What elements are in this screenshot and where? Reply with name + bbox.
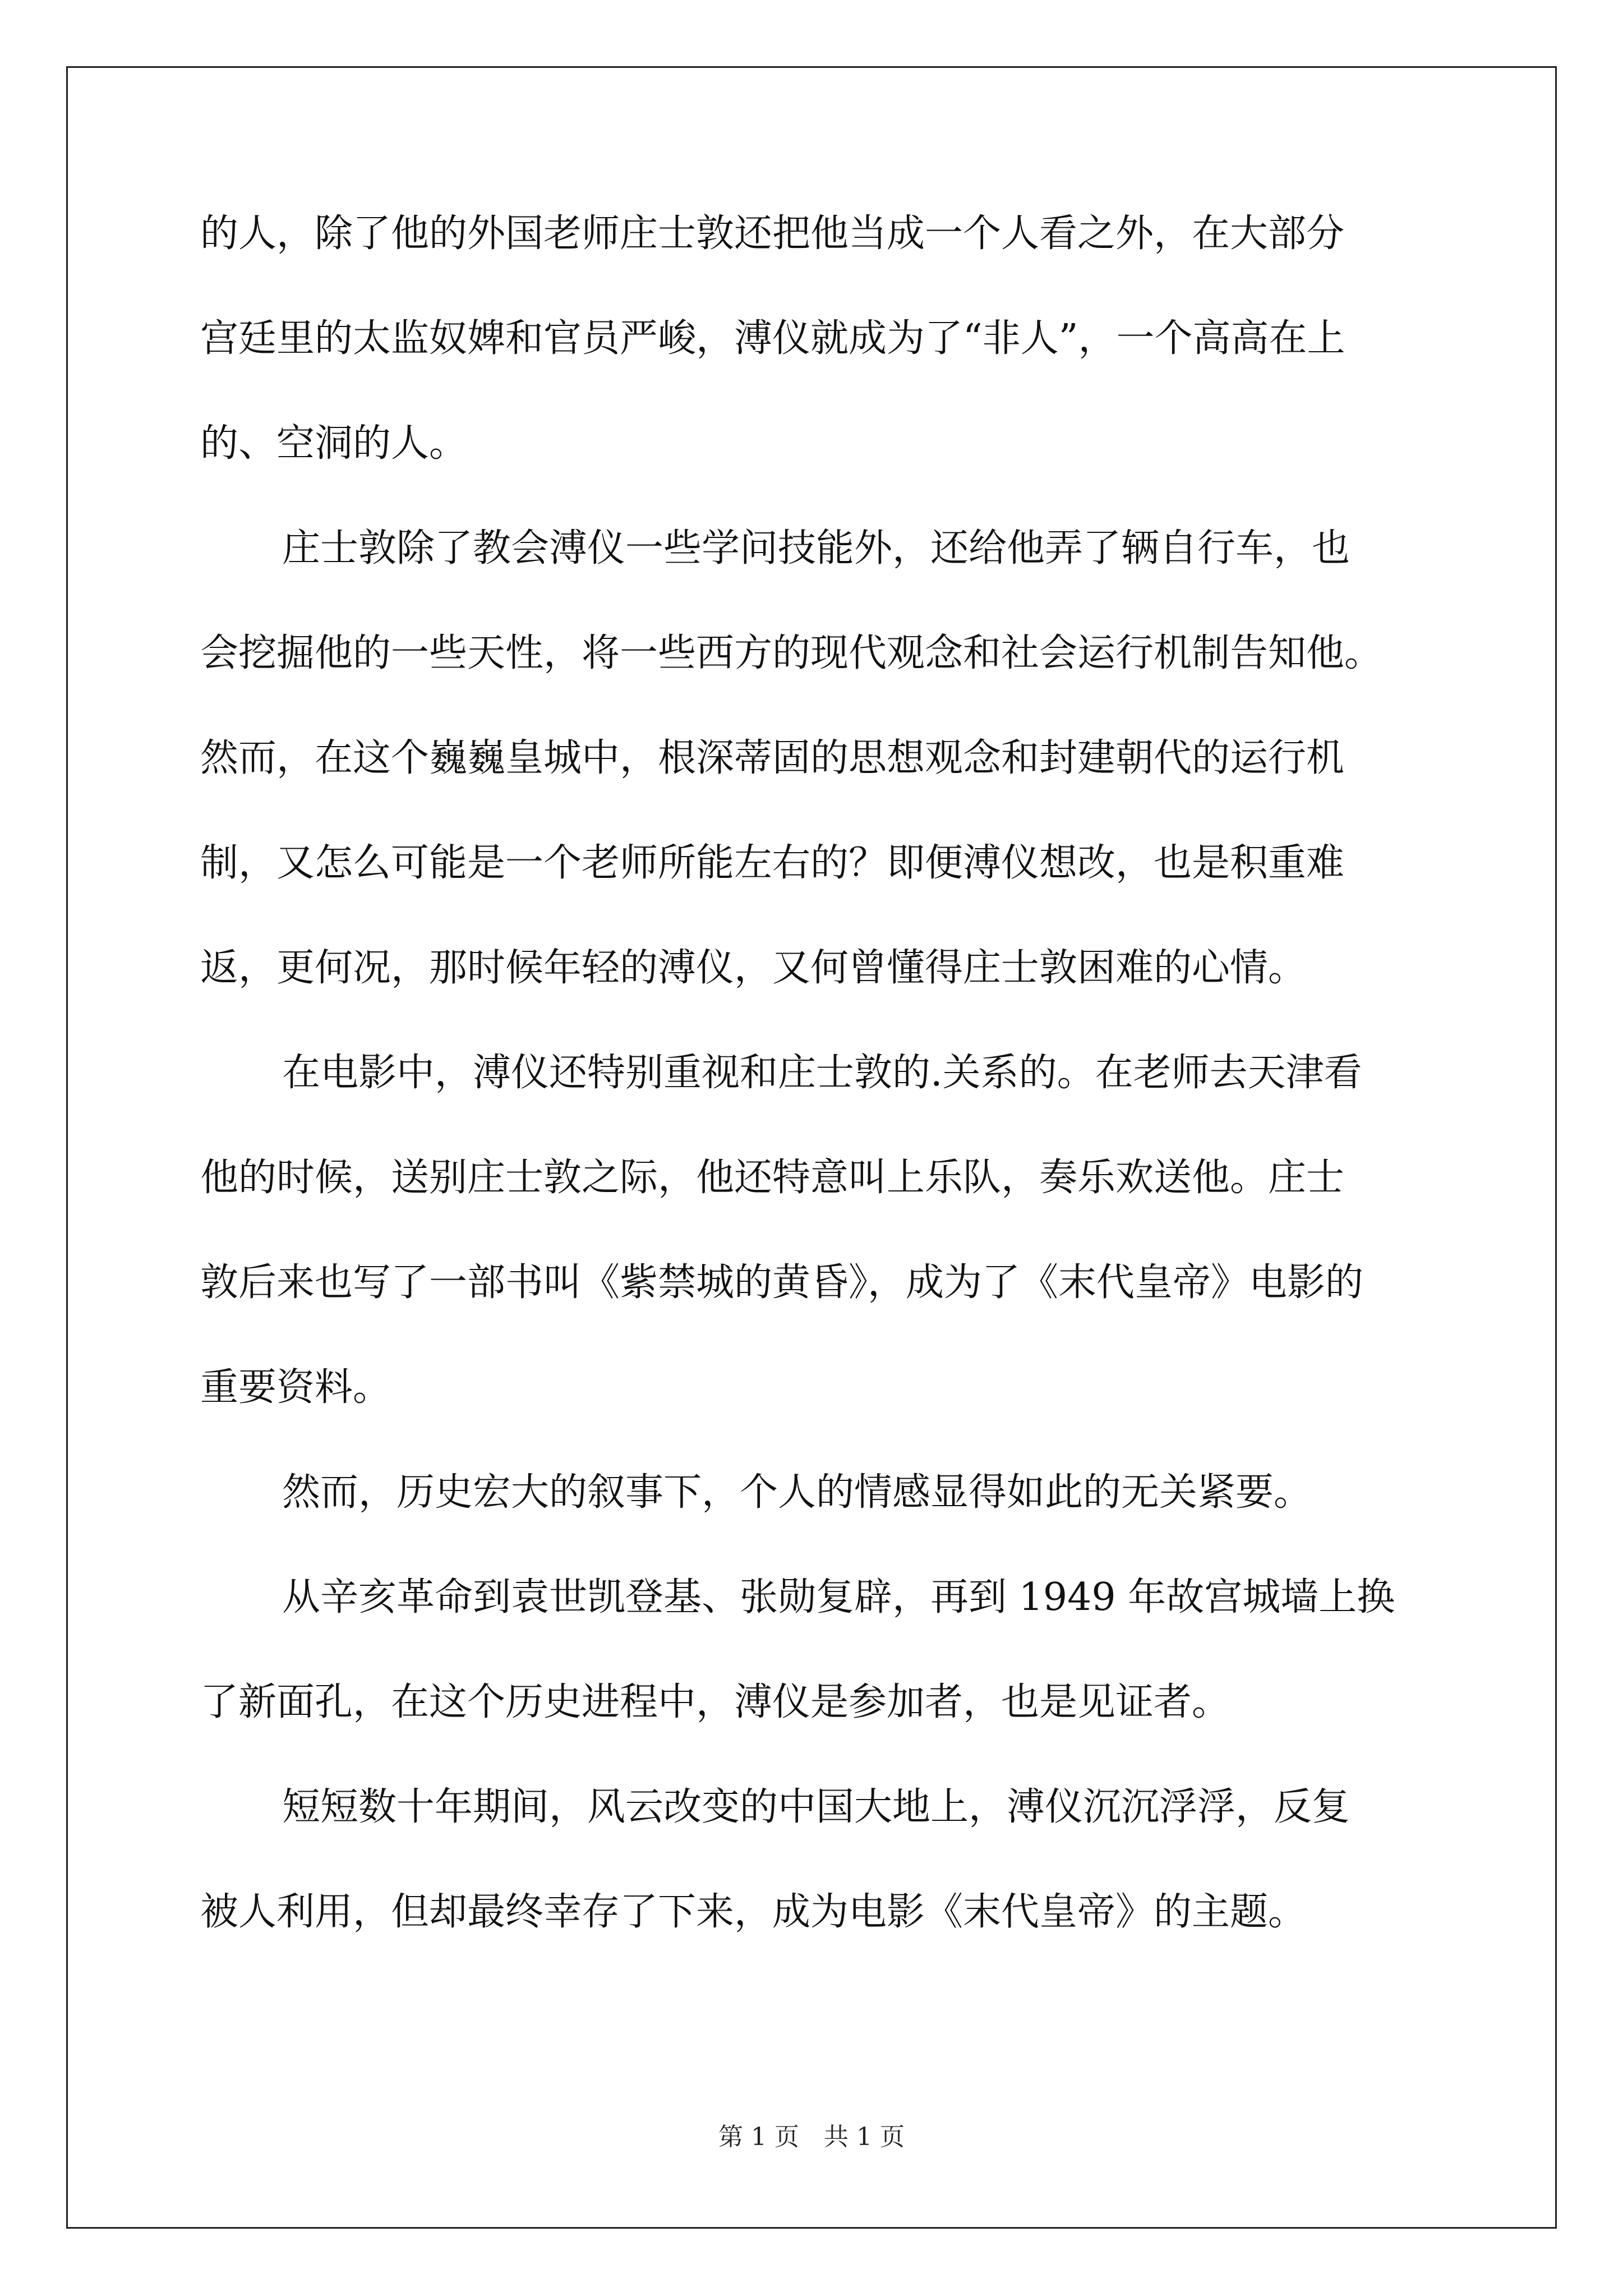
page-number-total: 共 1 页 <box>824 2123 905 2151</box>
paragraph-first-line: 在电影中，溥仪还特别重视和庄士敦的.关系的。在老师去天津看 <box>282 1051 1362 1095</box>
text-line: 重要资料。 <box>200 1365 391 1410</box>
page-number-current: 第 1 页 <box>718 2123 799 2151</box>
paragraph-first-line: 然而，历史宏大的叙事下，个人的情感显得如此的无关紧要。 <box>282 1470 1312 1515</box>
page-footer <box>0 2123 1623 2151</box>
text-line: 被人利用，但却最终幸存了下来，成为电影《末代皇帝》的主题。 <box>200 1890 1307 1934</box>
text-line: 的、空洞的人。 <box>200 421 468 466</box>
text-line: 敦后来也写了一部书叫《紫禁城的黄昏》，成为了《末代皇帝》电影的 <box>200 1260 1364 1305</box>
document-body <box>200 211 1423 1998</box>
text-line: 的人，除了他的外国老师庄士敦还把他当成一个人看之外，在大部分 <box>200 211 1345 256</box>
text-line: 宫廷里的太监奴婢和官员严峻，溥仪就成为了“非人”，一个高高在上 <box>200 316 1345 361</box>
text-line: 制，又怎么可能是一个老师所能左右的？即便溥仪想改，也是积重难 <box>200 841 1345 885</box>
paragraph-first-line: 从辛亥革命到袁世凯登基、张勋复辟，再到 1949 年故宫城墙上换 <box>282 1575 1395 1619</box>
paragraph-first-line: 短短数十年期间，风云改变的中国大地上，溥仪沉沉浮浮，反复 <box>282 1785 1350 1829</box>
text-line: 了新面孔，在这个历史进程中，溥仪是参加者，也是见证者。 <box>200 1680 1230 1724</box>
text-line: 会挖掘他的一些天性，将一些西方的现代观念和社会运行机制告知他。 <box>200 631 1383 675</box>
text-line: 然而，在这个巍巍皇城中，根深蒂固的思想观念和封建朝代的运行机 <box>200 736 1345 780</box>
paragraph-first-line: 庄士敦除了教会溥仪一些学问技能外，还给他弄了辆自行车，也 <box>282 526 1350 570</box>
text-line: 返，更何况，那时候年轻的溥仪，又何曾懂得庄士敦困难的心情。 <box>200 946 1307 990</box>
text-line: 他的时候，送别庄士敦之际，他还特意叫上乐队，奏乐欢送他。庄士 <box>200 1156 1345 1200</box>
